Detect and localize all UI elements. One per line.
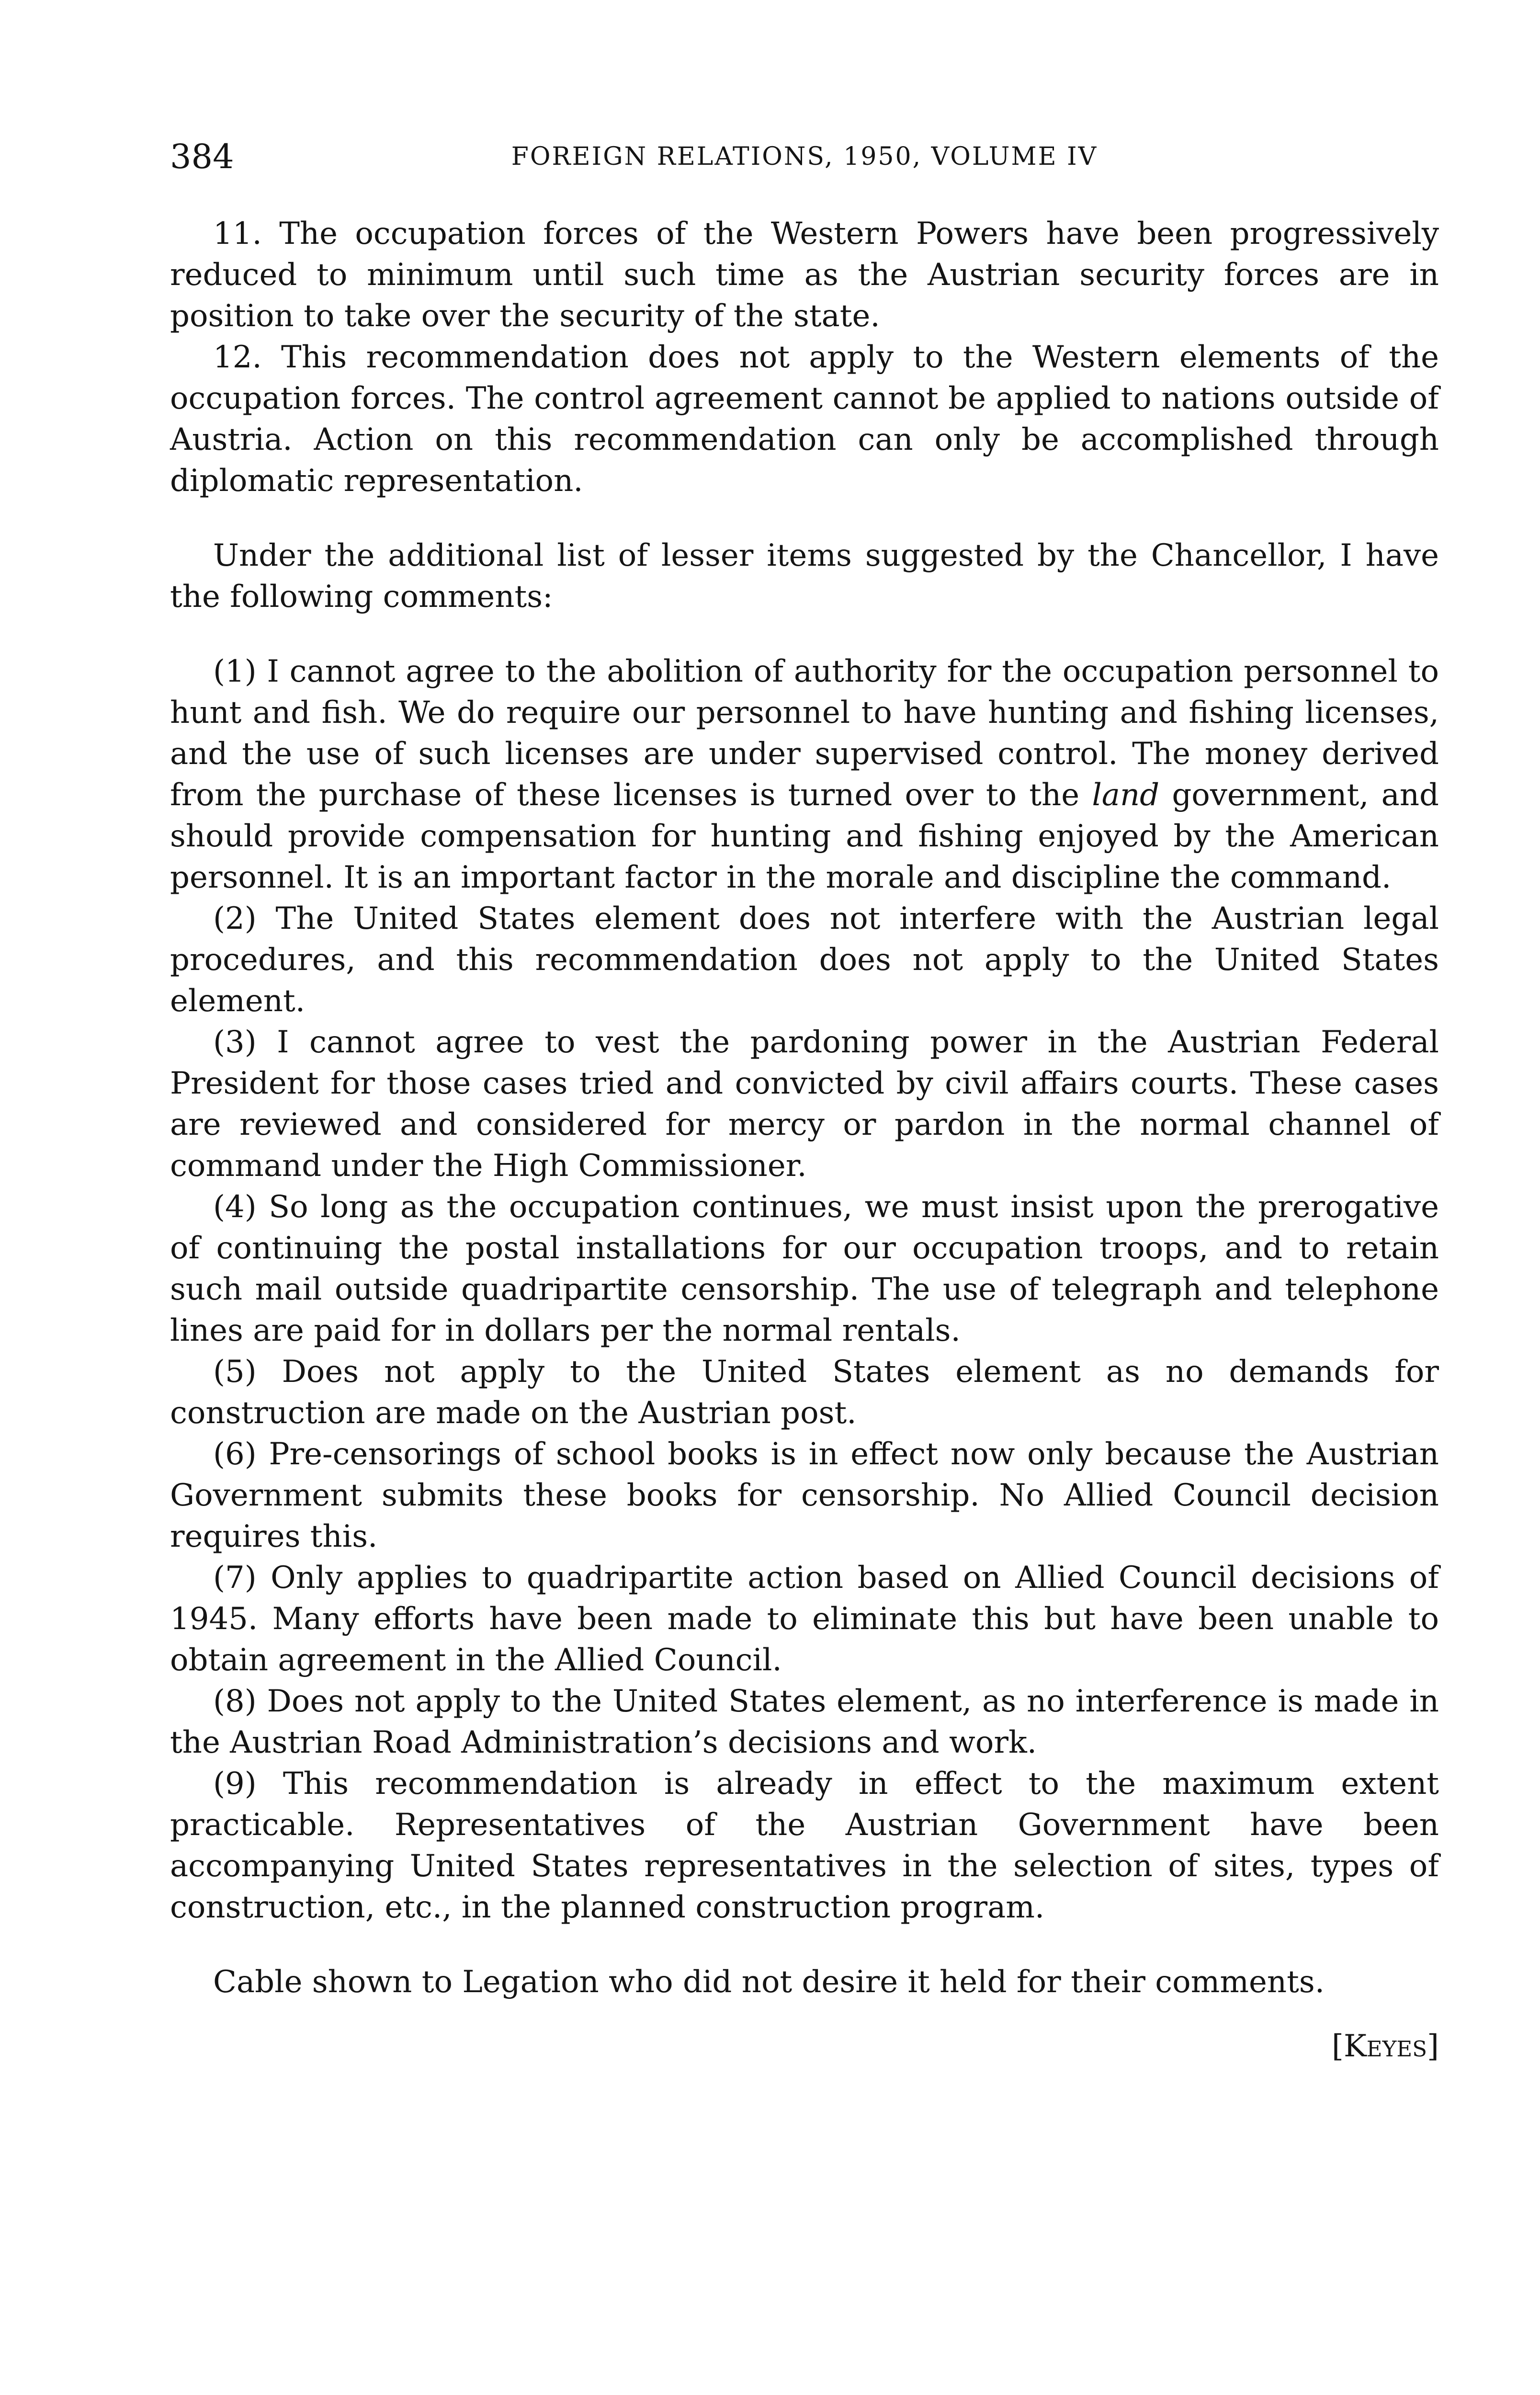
paragraph-gap bbox=[170, 617, 1439, 651]
comment-7: (7) Only applies to quadripartite action based on Allied Council decisions of 1945. Many efforts have been made to eliminate this but have been unable to obtain agreement in the Allied Council. bbox=[170, 1560, 1439, 1678]
paragraph-gap bbox=[170, 1928, 1439, 1962]
cable-note: Cable shown to Legation who did not desire it held for their comments. bbox=[213, 1964, 1325, 2000]
comment-1-text-a: (1) I cannot agree to the abolition of authority for the occupation personnel to hunt and fish. We do require our personnel to have hunting and fishing licenses, and the use of such licenses are under supervised control. The money derived from the purchase of these licenses is turned over to the bbox=[170, 654, 1439, 813]
comment-8: (8) Does not apply to the United States element, as no interference is made in the Austrian Road Administration’s decisions and work. bbox=[170, 1684, 1439, 1760]
signature bbox=[170, 2026, 1439, 2067]
comment-1-text-b: government, and should provide compensation for hunting and fishing enjoyed by the American personnel. It is an important factor in the morale and discipline the command. bbox=[170, 777, 1439, 895]
paragraph-12: 12. This recommendation does not apply to the Western elements of the occupation forces. The control agreement cannot be applied to nations outside of Austria. Action on this recommendation can only be accomplished through diplomatic representation. bbox=[170, 340, 1439, 499]
comment-6: (6) Pre-censorings of school books is in effect now only because the Austrian Government submits these books for censorship. No Allied Council decision requires this. bbox=[170, 1437, 1439, 1554]
comment-1-italic-word: land bbox=[1092, 777, 1160, 813]
running-head: FOREIGN RELATIONS, 1950, VOLUME IV bbox=[511, 142, 1098, 171]
signature-close-bracket: ] bbox=[1427, 2029, 1439, 2064]
comment-1 bbox=[170, 651, 1439, 898]
signature-name: Keyes bbox=[1343, 2029, 1427, 2064]
comment-4: (4) So long as the occupation continues, we must insist upon the prerogative of continuing the postal installations for our occupation troops, and to retain such mail outside quadripartite censorship. The use of telegraph and telephone lines are paid for in dollars per the normal rentals. bbox=[170, 1189, 1439, 1348]
comment-2: (2) The United States element does not interfere with the Austrian legal procedures, and this recommendation does not apply to the United States element. bbox=[170, 901, 1439, 1019]
page-header bbox=[170, 135, 1439, 178]
page-number: 384 bbox=[170, 137, 234, 176]
paragraph-11: 11. The occupation forces of the Western Powers have been progressively reduced to minimum until such time as the Austrian security forces are in position to take over the security of the state. bbox=[170, 216, 1439, 334]
comment-9: (9) This recommendation is already in effect to the maximum extent practicable. Representatives of the Austrian Government have been accompanying United States representatives in the selection of sites, types of construction, etc., in the planned construction program. bbox=[170, 1766, 1439, 1925]
comment-3: (3) I cannot agree to vest the pardoning power in the Austrian Federal President for those cases tried and convicted by civil affairs courts. These cases are reviewed and considered for mercy or pardon in the normal channel of command under the High Commissioner. bbox=[170, 1025, 1439, 1184]
paragraph-gap bbox=[170, 502, 1439, 535]
signature-open-bracket: [ bbox=[1332, 2029, 1344, 2064]
document-body bbox=[170, 213, 1439, 2067]
comments-intro: Under the additional list of lesser items suggested by the Chancellor, I have the following comments: bbox=[170, 538, 1439, 615]
comment-5: (5) Does not apply to the United States element as no demands for construction are made on the Austrian post. bbox=[170, 1354, 1439, 1431]
